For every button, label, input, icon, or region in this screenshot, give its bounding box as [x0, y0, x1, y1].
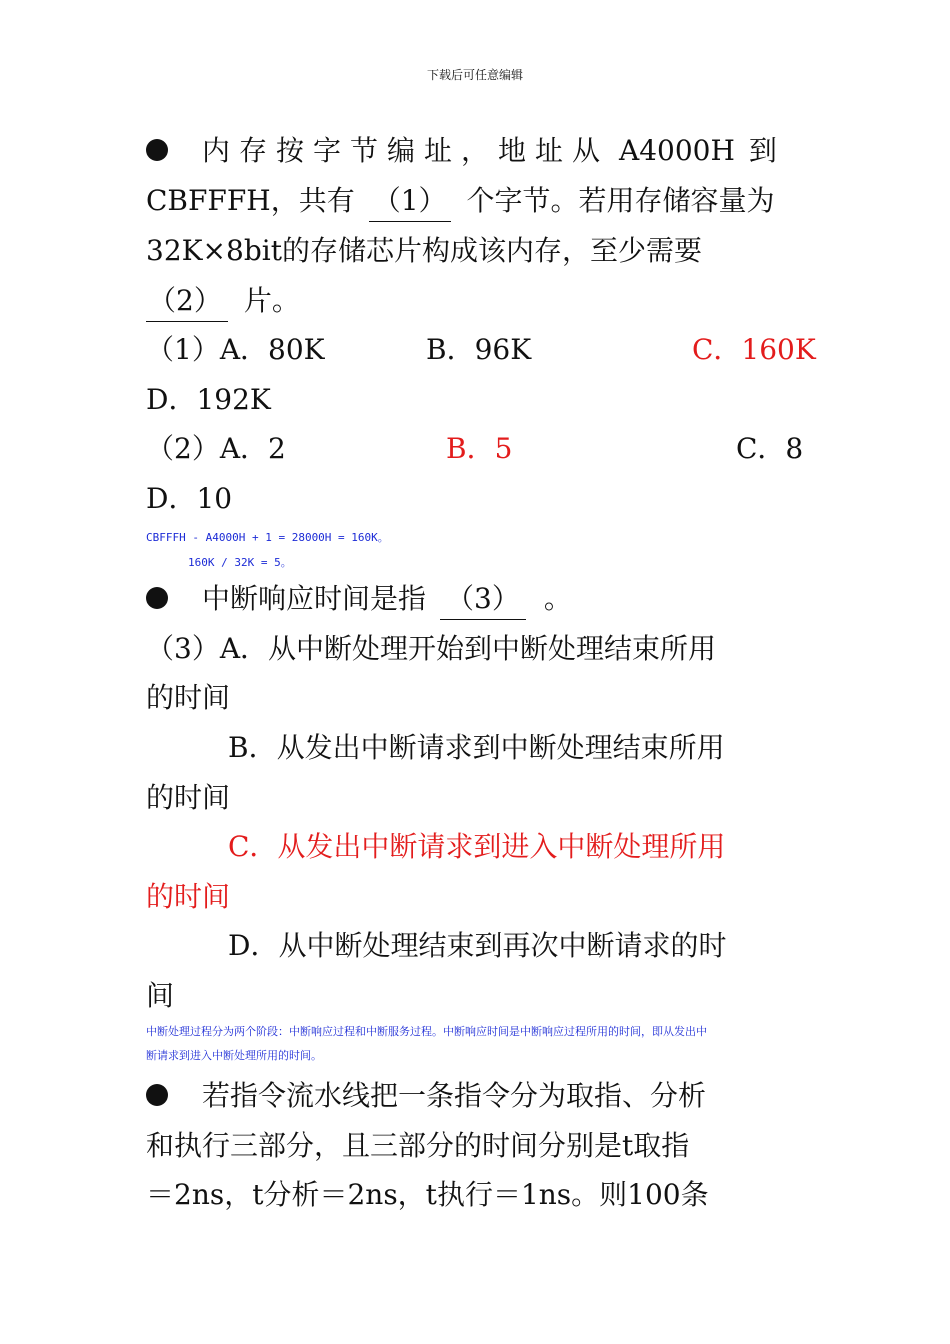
- q1-line-3: 32K×8bit的存储芯片构成该内存，至少需要: [146, 234, 702, 267]
- option-2d: D．10: [146, 482, 233, 515]
- q2-option-d-line-1: D．从中断处理结束到再次中断请求的时: [228, 929, 727, 962]
- q1-line-4: （2） 片。: [146, 276, 806, 326]
- option-2b-answer: B．5: [446, 432, 513, 465]
- q2-option-c-answer-line-2: 的时间: [146, 880, 231, 913]
- answer-blank-3: （3）: [440, 579, 526, 620]
- page-header: 下载后可任意编辑: [426, 68, 523, 82]
- q1-explanation-2: 160K / 32K = 5。: [188, 556, 292, 569]
- q2-option-a-line-1: （3）A．从中断处理开始到中断处理结束所用: [146, 632, 717, 665]
- q2-option-a-line-2: 的时间: [146, 681, 231, 714]
- q1-options-1: [146, 325, 816, 375]
- q1-options-2: [146, 424, 806, 474]
- q1-explanation-1: CBFFFH - A4000H + 1 = 28000H = 160K。: [146, 531, 389, 544]
- q3-line-2: 和执行三部分，且三部分的时间分别是t取指: [146, 1129, 690, 1162]
- q1-line-1: 内存按字节编址，地址从 A4000H 到: [146, 126, 806, 176]
- bullet-icon: [146, 1084, 168, 1106]
- q2-explanation-1: 中断处理过程分为两个阶段：中断响应过程和中断服务过程。中断响应时间是中断响应过程所用的时间，即从发出中: [146, 1025, 707, 1038]
- q2-stem: 中断响应时间是指 （3） 。: [146, 574, 806, 624]
- option-1a: （1）A．80K: [146, 333, 325, 366]
- q2-option-b-line-2: 的时间: [146, 781, 231, 814]
- option-1c-answer: C．160K: [692, 333, 816, 366]
- q3-line-3: ＝2ns，t分析＝2ns，t执行＝1ns。则100条: [146, 1178, 709, 1211]
- option-2c: C．8: [736, 432, 804, 465]
- answer-blank-2: （2）: [146, 281, 228, 322]
- q2-option-c-answer-line-1: C．从发出中断请求到进入中断处理所用: [228, 830, 726, 863]
- q2-option-d-line-2: 间: [146, 979, 175, 1012]
- q3-line-1: 若指令流水线把一条指令分为取指、分析: [146, 1071, 806, 1121]
- q2-explanation-2: 断请求到进入中断处理所用的时间。: [146, 1049, 322, 1062]
- q1-line-2: CBFFFH，共有 （1） 个字节。若用存储容量为: [146, 176, 806, 226]
- option-2a: （2）A．2: [146, 432, 286, 465]
- q2-option-b-line-1: B．从发出中断请求到中断处理结束所用: [228, 731, 725, 764]
- bullet-icon: [146, 587, 168, 609]
- bullet-icon: [146, 139, 168, 161]
- answer-blank-1: （1）: [369, 181, 451, 222]
- option-1b: B．96K: [426, 333, 532, 366]
- option-1d: D．192K: [146, 383, 271, 416]
